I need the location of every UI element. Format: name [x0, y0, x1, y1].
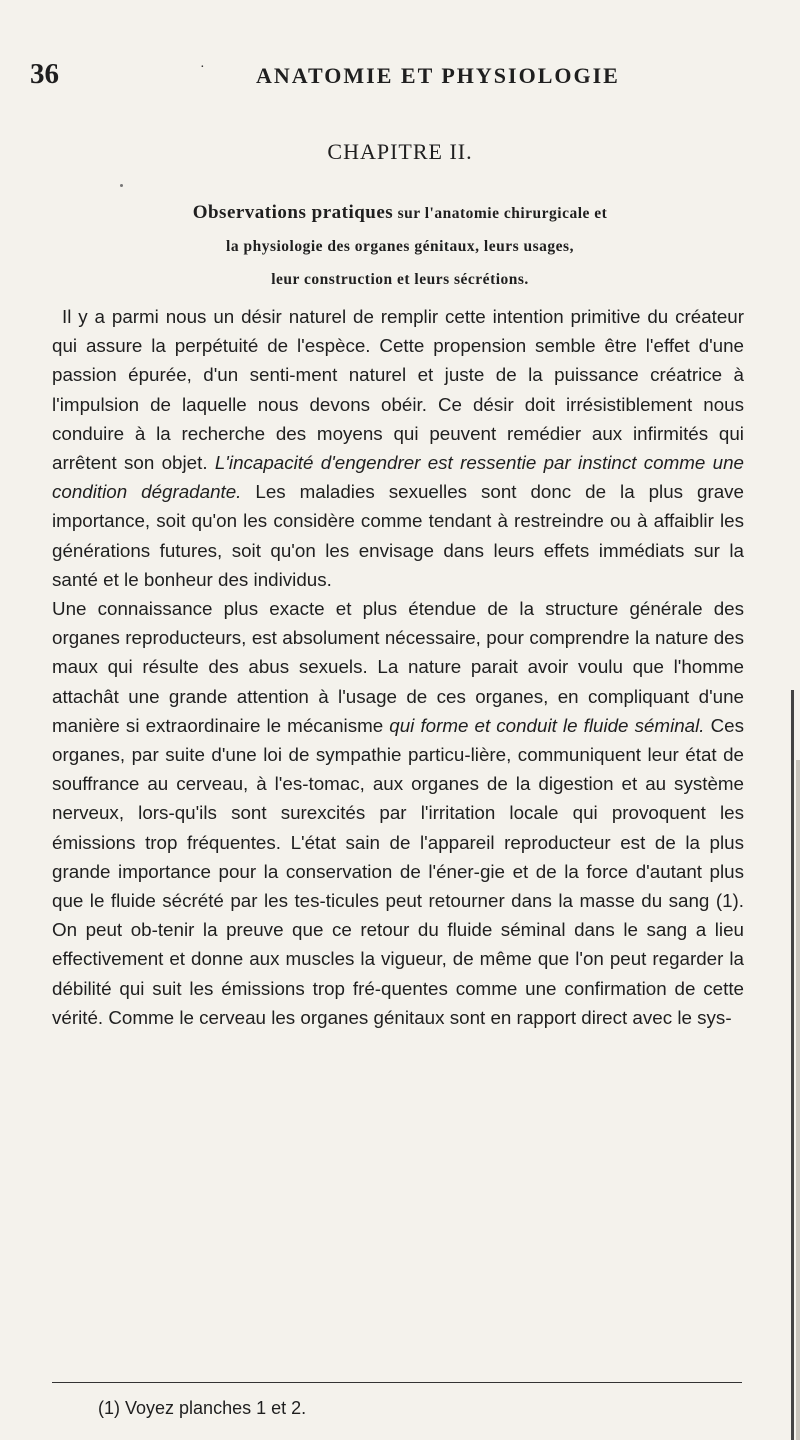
subtitle-line-2: la physiologie des organes génitaux, leurs usages,: [226, 238, 574, 255]
footnote-rule: [52, 1382, 742, 1383]
page-edge-shadow: [791, 690, 794, 1440]
paragraph-2-part-a: Une connaissance plus exacte et plus étendue de la structure générale des organes reproducteurs, est absolument nécessaire, pour comprendre la nature des maux qui résulte des abus sexuels. La nature parait avoir voulu que l'homme attachât une grande attention à l'usage de ces organes, en compliquant d'une manière si extraordinaire le mécanisme: [52, 598, 744, 736]
paragraph-2-part-b: Ces organes, par suite d'une loi de sympathie particu-lière, communiquent leur état de souffrance au cerveau, à l'es-tomac, aux organes de la digestion et au système nerveux, lors-qu'ils sont surexcités par l'irritation locale qui provoquent les émissions trop fréquentes. L'état sain de l'appareil reproducteur est de la plus grande importance pour la conservation de l'éner-gie et de la force d'autant plus que le fluide sécrété par les tes-ticules peut retourner dans la masse du sang (1). On peut ob-tenir la preuve que ce retour du fluide séminal dans le sang a lieu effectivement et donne aux muscles la vigueur, de même que l'on peut regarder la débilité qui suit les émissions trop fré-quentes comme une confirmation de cette vérité. Comme le cerveau les organes génitaux sont en rapport direct avec le sys-: [52, 714, 745, 1028]
subtitle-line-3: leur construction et leurs sécrétions.: [271, 271, 529, 288]
subtitle-rest-1: sur l'anatomie chirurgicale et: [393, 205, 608, 222]
running-head: [0, 58, 800, 94]
ornament-dot: ·: [200, 60, 205, 75]
paragraph-1-part-b: Les maladies sexuelles sont donc de la plus grave importance, soit qu'on les considère comme tendant à restreindre ou à affaiblir les générations futures, soit qu'on les envisage dans leurs effets immédiats sur la santé et le bonheur des individus.: [52, 481, 744, 590]
paragraph-1: [52, 302, 744, 594]
paragraph-1-part-a: Il y a parmi nous un désir naturel de remplir cette intention primitive du créateur qui assure la perpétuité de l'espèce. Cette propension semble être l'effet d'une passion épurée, d'un senti-ment naturel et juste de la puissance créatrice à l'impulsion de laquelle nous devons obéir. Ce désir doit irrésistiblement nous conduire à la recherche des moyens qui peuvent remédier aux infirmités qui arrêtent son objet.: [52, 306, 744, 474]
paragraph-2: [52, 594, 744, 1032]
paragraph-2-italic: qui forme et conduit le fluide séminal.: [389, 714, 705, 736]
body-text: [52, 302, 744, 1032]
chapter-title: CHAPITRE II.: [327, 139, 473, 164]
page-edge-margin: [796, 760, 800, 1440]
speck: [120, 184, 123, 187]
chapter-subtitle: [50, 196, 750, 296]
running-title: ANATOMIE ET PHYSIOLOGIE: [256, 63, 620, 88]
paragraph-1-italic: L'incapacité d'engendrer est ressentie par instinct comme une condition dégradante.: [52, 452, 744, 503]
subtitle-lead: Observations pratiques: [192, 202, 394, 223]
footnote: (1) Voyez planches 1 et 2.: [98, 1398, 307, 1418]
page-number: 36: [30, 58, 59, 90]
subtitle-line-1: [50, 196, 750, 230]
